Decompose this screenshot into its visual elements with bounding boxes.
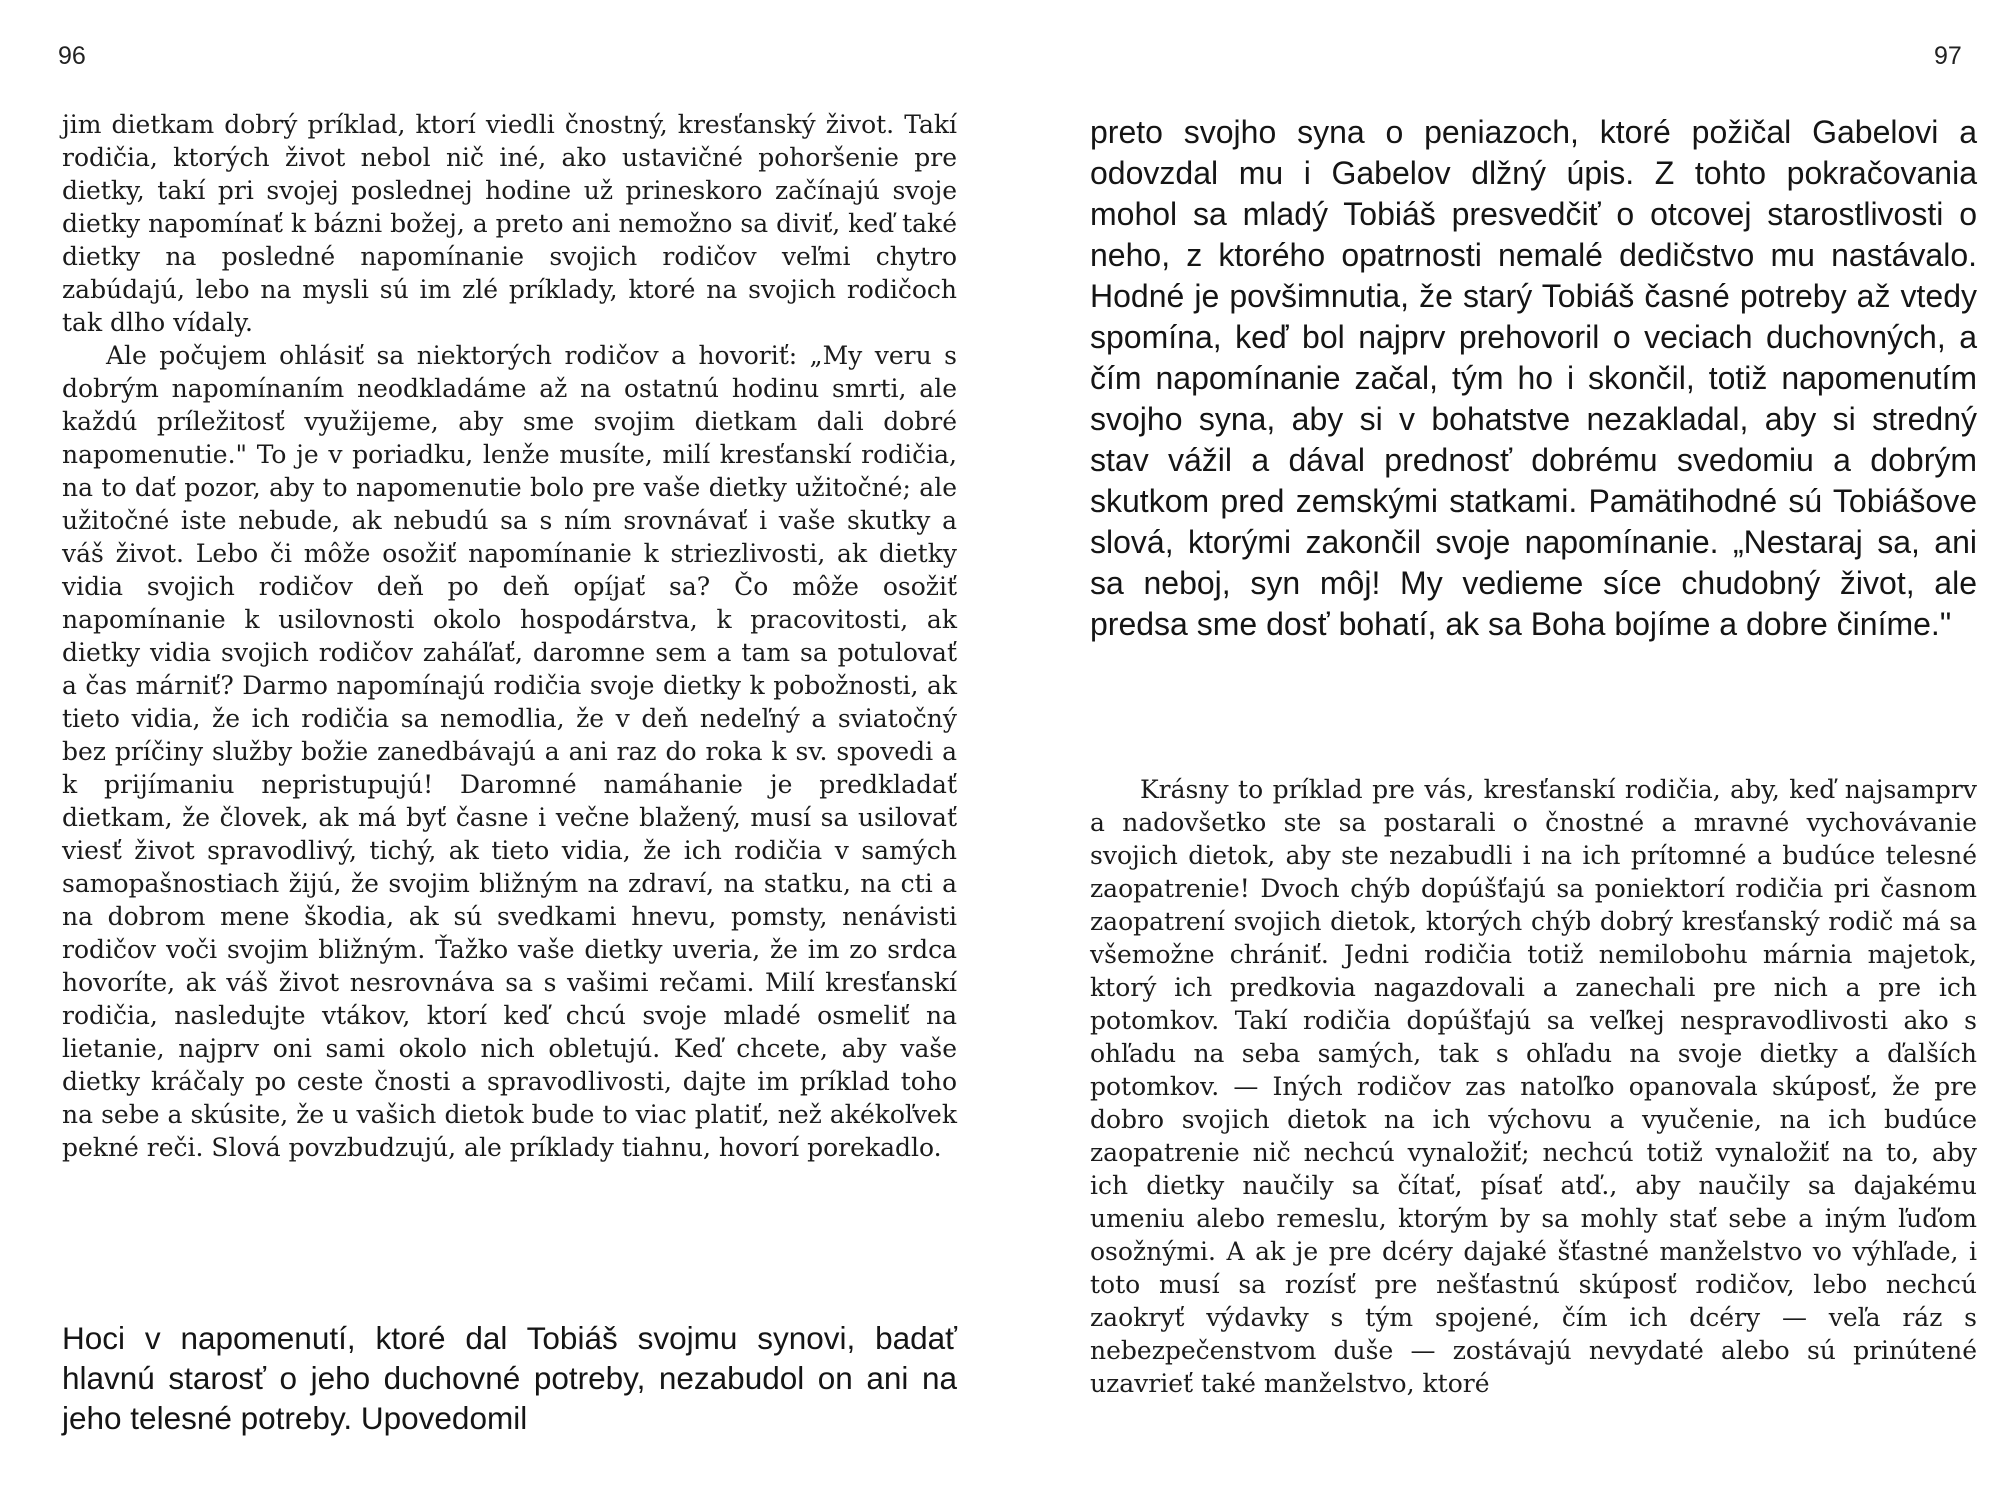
left-paragraph-2: Ale počujem ohlásiť sa niektorých rodičov a hovoriť: „My veru s dobrým napomínaním neodkladáme až na ostatnú hodinu smrti, ale každú príležitosť využijeme, aby sme svojim dietkam dali dobré napomenutie." To je v poriadku, lenže musíte, milí kresťanskí rodičia, na to dať pozor, aby to napomenutie bolo pre vaše dietky užitočné; ale užitočné iste nebude, ak nebudú sa s ním srovnávať i vaše skutky a váš život. Lebo či môže osožiť napomínanie k striezlivosti, ak dietky vidia svojich rodičov deň po deň opíjať sa? Čo môže osožiť napomínanie k usilovnosti okolo hospodárstva, k pracovitosti, ak dietky vidia svojich rodičov zaháľať, daromne sem a tam sa potulovať a čas márniť? Darmo napomínajú rodičia svoje dietky k pobožnosti, ak tieto vidia, že ich rodičia sa nemodlia, že v deň nedeľný a sviatočný bez príčiny služby božie zanedbávajú a ani raz do roka k sv. spovedi a k prijímaniu nepristupujú! Daromné namáhanie je predkladať dietkam, že človek, ak má byť časne i večne blažený, musí sa usilovať viesť život spravodlivý, tichý, ak tieto vidia, že ich rodičia v samých samopašnostiach žijú, že svojim bližným na zdraví, na statku, na cti a na dobrom mene škodia, ak sú svedkami hnevu, pomsty, nenávisti rodičov voči svojim bližným. Ťažko vaše dietky uveria, že im zo srdca hovoríte, ak váš život nesrovnáva sa s vašimi rečami. Milí kresťanskí rodičia, nasledujte vtákov, ktorí keď chcú svoje mladé osmeliť na lietanie, najprv oni sami okolo nich obletujú. Keď chcete, aby vaše dietky kráčaly po ceste čnosti a spravodlivosti, dajte im príklad toho na sebe a skúsite, že u vašich dietok bude to viac platiť, než akékoľvek pekné reči. Slová povzbudzujú, ale príklady tiahnu, hovorí porekadlo. xyxy=(62,341,957,1162)
right-small-print-text xyxy=(1090,773,1977,1400)
right-page xyxy=(1006,0,2012,1500)
left-small-print-text xyxy=(62,108,957,1164)
right-large-paragraph: preto svojho syna o peniazoch, ktoré požičal Gabelovi a odovzdal mu i Gabelov dlžný úpis. Z tohto pokračovania mohol sa mladý Tobiáš presvedčiť o otcovej starostlivosti o neho, z ktorého opatrnosti nemalé dedičstvo mu nastávalo. Hodné je povšimnutia, že starý Tobiáš časné potreby až vtedy spomína, keď bol najprv prehovoril o veciach duchovných, a čím napomínanie začal, tým ho i skončil, totiž napomenutím svojho syna, aby si v bohatstve nezakladal, aby si stredný stav vážil a dával prednosť dobrému svedomiu a dobrým skutkom pred zemskými statkami. Pamätihodné sú Tobiášove slová, ktorými zakončil svoje napomínanie. „Nestaraj sa, ani sa neboj, syn môj! My vedieme síce chudobný život, ale predsa sme dosť bohatí, ak sa Boha bojíme a dobre činíme." xyxy=(1090,114,1977,642)
page-number-left: 96 xyxy=(58,42,86,70)
left-paragraph-1: jim dietkam dobrý príklad, ktorí viedli čnostný, kresťanský život. Takí rodičia, ktorých život nebol nič iné, ako ustavičné pohoršenie pre dietky, takí pri svojej poslednej hodine už prineskoro začínajú svoje dietky napomínať k bázni božej, a preto ani nemožno sa diviť, keď také dietky na posledné napomínanie svojich rodičov veľmi chytro zabúdajú, lebo na mysli sú im zlé príklady, ktoré na svojich rodičoch tak dlho vídaly. xyxy=(62,110,957,337)
right-small-paragraph: Krásny to príklad pre vás, kresťanskí rodičia, aby, keď najsamprv a nadovšetko ste sa postarali o čnostné a mravné vychovávanie svojich dietok, aby ste nezabudli i na ich prítomné a budúce telesné zaopatrenie! Dvoch chýb dopúšťajú sa poniektorí rodičia pri časnom zaopatrení svojich dietok, ktorých chýb dobrý kresťanský rodič má sa všemožne chrániť. Jedni rodičia totiž nemilobohu márnia majetok, ktorý ich predkovia nagazdovali a zanechali pre nich a pre ich potomkov. Takí rodičia dopúšťajú sa veľkej nespravodlivosti ako s ohľadu na seba samých, tak s ohľadu na svoje dietky a ďalších potomkov. — Iných rodičov zas natoľko opanovala skúposť, že pre dobro svojich dietok na ich výchovu a vyučenie, na ich budúce zaopatrenie nič nechcú vynaložiť; nechcú totiž vynaložiť na to, aby ich dietky naučily sa čítať, písať atď., aby naučily sa dajakému umeniu alebo remeslu, ktorým by sa mohly stať sebe a iným ľuďom osožnými. A ak je pre dcéry dajaké šťastné manželstvo vo výhľade, i toto musí sa rozísť pre nešťastnú skúposť rodičov, lebo nechcú zaokryť výdavky s tým spojené, čím ich dcéry — veľa ráz s nebezpečenstvom duše — zostávajú nevydaté alebo sú prinútené uzavrieť také manželstvo, ktoré xyxy=(1090,775,1977,1398)
left-large-paragraph: Hoci v napomenutí, ktoré dal Tobiáš svojmu synovi, badať hlavnú starosť o jeho duchovné potreby, nezabudol on ani na jeho telesné potreby. Upovedomil xyxy=(62,1320,957,1436)
right-large-print-text xyxy=(1090,112,1977,645)
page-number-right: 97 xyxy=(1934,42,1962,70)
left-large-print-text xyxy=(62,1318,957,1438)
